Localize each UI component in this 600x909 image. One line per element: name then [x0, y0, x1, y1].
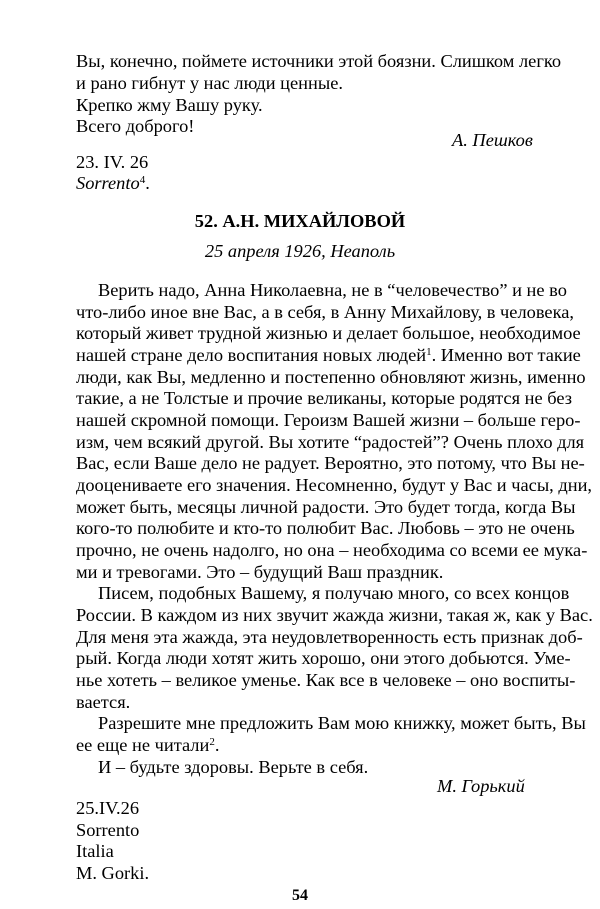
closing-date: 25.IV.26 — [76, 798, 140, 818]
letter-heading: 52. А.Н. МИХАЙЛОВОЙ — [194, 211, 406, 231]
text-line: такие, а не Толстые и прочие великаны, которые родятся не без — [76, 388, 573, 408]
letter-dateline: 25 апреля 1926, Неаполь — [204, 241, 396, 261]
footnote-ref: 4 — [139, 174, 146, 186]
closing-country: Italia — [76, 841, 114, 861]
text-fragment: нашей стране дело воспитания новых людей — [76, 345, 427, 365]
text-line: что-либо иное вне Вас, а в себя, в Анну Михайлову, в человека, — [76, 302, 575, 322]
text-line: Верить надо, Анна Николаевна, не в “человечество” и не во — [98, 280, 567, 300]
text-line: нье хотеть – великое уменье. Как все в человеке – оно воспиты- — [76, 670, 576, 690]
text-line: Вы, конечно, поймете источники этой боязни. Слишком легко — [76, 51, 562, 71]
closing-place: Sorrento — [76, 820, 140, 840]
closing-signature: M. Gorki. — [76, 863, 150, 883]
text-line: ми и тревогами. Это – будущий Ваш праздник. — [76, 562, 444, 582]
text-line: Крепко жму Вашу руку. — [76, 95, 263, 115]
text-line: Для меня эта жажда, эта неудовлетворенность есть признак доб- — [76, 627, 583, 647]
text-line: люди, как Вы, медленно и постепенно обновляют жизнь, именно — [76, 367, 586, 387]
text-line: прочно, не очень надолго, но она – необходима со всеми ее мука- — [76, 540, 588, 560]
place-line — [76, 173, 150, 195]
text-line: который живет трудной жизнью и делает большое, необходимое — [76, 323, 581, 343]
text-line: Вас, если Ваше дело не радует. Вероятно, это потому, что Вы не- — [76, 453, 585, 473]
footnote-ref: 2 — [209, 736, 215, 748]
text-fragment: . — [214, 735, 220, 755]
text-line: нашей скромной помощи. Героизм Вашей жизни – больше геро- — [76, 410, 581, 430]
text-line: изм, чем всякий другой. Вы хотите “радостей”? Очень плохо для — [76, 432, 585, 452]
text-fragment: ее еще не читали — [76, 735, 210, 755]
text-line — [76, 735, 219, 757]
text-fragment: . Именно вот такие — [431, 345, 581, 365]
place-text: Sorrento — [76, 173, 140, 193]
place-period: . — [145, 173, 150, 193]
text-line: и рано гибнут у нас люди ценные. — [76, 73, 343, 93]
date-line: 23. IV. 26 — [76, 152, 149, 172]
text-line: вается. — [76, 692, 131, 712]
text-line: И – будьте здоровы. Верьте в себя. — [98, 757, 369, 777]
text-line — [76, 345, 581, 367]
text-line: России. В каждом из них звучит жажда жизни, такая ж, как у Вас. — [76, 605, 593, 625]
text-line: может быть, месяцы личной радости. Это будет тогда, когда Вы — [76, 497, 576, 517]
signature-peshkov: А. Пешков — [452, 130, 533, 150]
text-line: дооцениваете его значения. Несомненно, будут у Вас и часы, дни, — [76, 475, 593, 495]
page-number: 54 — [292, 887, 308, 904]
text-line: кого-то полюбите и кто-то полюбит Вас. Любовь – это не очень — [76, 518, 575, 538]
signature-gorky: М. Горький — [437, 776, 525, 796]
text-line: Всего доброго! — [76, 116, 195, 136]
footnote-ref: 1 — [426, 346, 432, 358]
text-line: рый. Когда люди хотят жить хорошо, они этого добьются. Уме- — [76, 648, 571, 668]
text-line: Писем, подобных Вашему, я получаю много, со всех концов — [98, 583, 570, 603]
text-line: Разрешите мне предложить Вам мою книжку, может быть, Вы — [98, 713, 586, 733]
